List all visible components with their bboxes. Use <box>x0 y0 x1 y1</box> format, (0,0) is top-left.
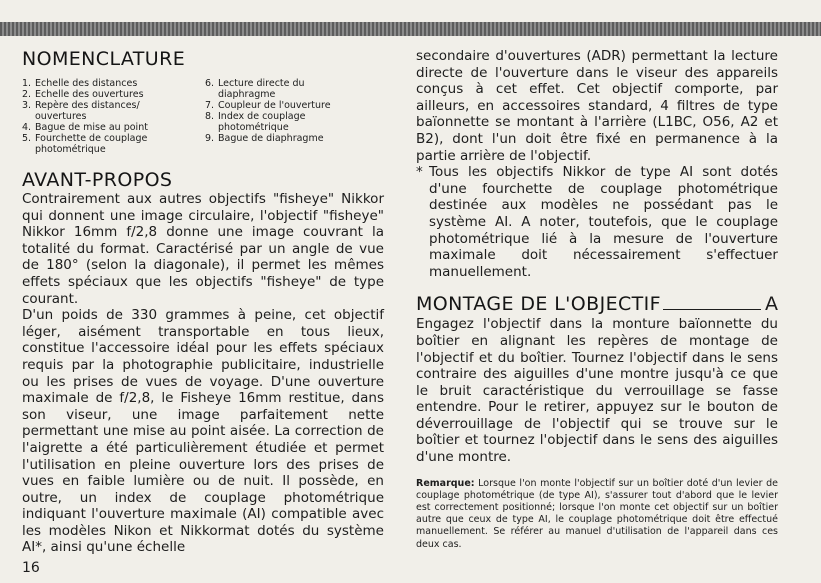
nomenclature-list-left <box>22 78 201 155</box>
top-decorative-bar <box>0 22 821 36</box>
remark-text: Lorsque l'on monte l'objectif sur un boîtier doté d'un levier de couplage photométrique (de type AI), s'assurer tout d'abord que le levier est correctement positionné; lorsque l'on monte cet objectif sur un boîtier autre que ceux de type AI, le couplage photométrique doit être effectué manuellement. Se référer au manuel d'utilisation de l'appareil dans ces deux cas. <box>416 477 778 550</box>
nomenclature-item: 3. Repère des distances/ ouvertures <box>22 100 140 122</box>
nomenclature-item: 5. Fourchette de couplage photométrique <box>22 133 148 155</box>
page-number: 16 <box>22 560 40 576</box>
heading-rule <box>663 309 761 310</box>
nomenclature-item: 4. Bague de mise au point <box>22 122 148 133</box>
nomenclature-item: 7. Coupleur de l'ouverture <box>205 100 331 111</box>
nomenclature-item: 1. Echelle des distances <box>22 78 138 89</box>
nomenclature-title: NOMENCLATURE <box>22 48 186 70</box>
avant-propos-title: AVANT-PROPOS <box>22 169 173 191</box>
nomenclature-item: 2. Echelle des ouvertures <box>22 89 144 100</box>
montage-heading <box>416 293 778 316</box>
montage-paragraph: Engagez l'objectif dans la monture baïonnette du boîtier en alignant les repères de montage de l'objectif et du boîtier. Tournez l'objectif dans le sens contraire des aiguilles d'une montre jusqu'à ce que le bruit caractéristique du verrouillage se fasse entendre. Pour le retirer, appuyez sur le bouton de déverrouillage de l'objectif qui se trouve sur le boîtier et tournez l'objectif dans le sens des aiguilles d'une montre. <box>416 316 778 466</box>
nomenclature-list <box>22 78 384 155</box>
avant-propos-paragraph-2: D'un poids de 330 grammes à peine, cet objectif léger, aisément transportable en tous lieux, constitue l'accessoire idéal pour les effets spéciaux requis par la photographie publicitaire, industrielle ou les prises de vues de voyage. D'une ouverture maximale de f/2,8, le Fisheye 16mm restitue, dans son viseur, une image parfaitement nette permettant une mise au point aisée. La correction de l'aigrette a été particulièrement étudiée et permet l'utilisation en pleine ouverture lors des prises de vues en faible lumière ou de nuit. Il possède, en outre, un index de couplage photométrique indiquant l'ouverture maximale (AI) compatible avec les modèles Nikon et Nikkormat dotés du système AI*, ainsi qu'une échelle <box>22 307 384 556</box>
right-column <box>416 48 778 551</box>
nomenclature-list-right <box>201 78 384 155</box>
nomenclature-item: 6. Lecture directe du diaphragme <box>205 78 305 100</box>
avant-propos-paragraph-1: Contrairement aux autres objectifs "fisheye" Nikkor qui donnent une image circulaire, l'objectif "fisheye" Nikkor 16mm f/2,8 donne une image couvrant la totalité du format. Caractérisé par un angle de vue de 180° (selon la diagonale), il permet les mêmes effets spéciaux que les objectifs "fisheye" de type courant. <box>22 191 384 307</box>
montage-title: MONTAGE DE L'OBJECTIF <box>416 293 662 316</box>
figure-letter: A <box>765 293 778 316</box>
footnote <box>416 164 778 280</box>
footnote-asterisk: * <box>416 164 423 181</box>
nomenclature-item: 9. Bague de diaphragme <box>205 133 324 144</box>
avant-propos-continuation: secondaire d'ouvertures (ADR) permettant la lecture directe de l'ouverture dans le viseur des appareils conçus à cet effet. Cet objectif comporte, par ailleurs, en accessoires standard, 4 filtres de type baïonnette se montant à l'arrière (L1BC, O56, A2 et B2), dont l'un doit être fixé en permanence à la partie arrière de l'objectif. <box>416 48 778 164</box>
footnote-text: Tous les objectifs Nikkor de type AI sont dotés d'une fourchette de couplage photométrique destinée aux modèles ne possédant pas le système AI. A noter, toutefois, que le couplage photométrique lié à la mesure de l'ouverture maximale doit nécessairement s'effectuer manuellement. <box>429 164 778 280</box>
remark-label: Remarque: <box>416 477 475 489</box>
nomenclature-item: 8. Index de couplage photométrique <box>205 111 306 133</box>
left-column <box>22 48 384 556</box>
remark-note <box>416 478 778 551</box>
